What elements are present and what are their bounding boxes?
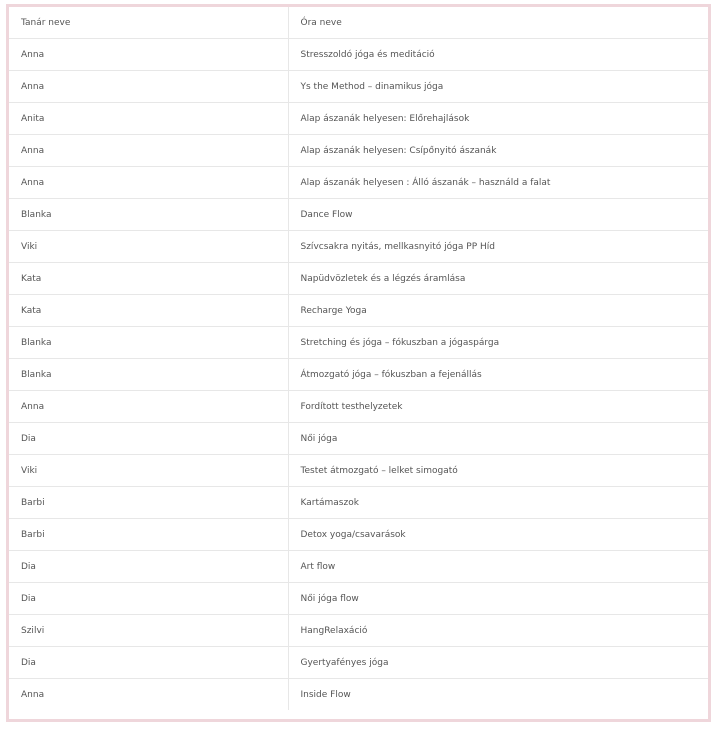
class-cell: Recharge Yoga (288, 295, 708, 327)
teacher-cell: Dia (9, 423, 288, 455)
table-row (9, 295, 708, 327)
table-row (9, 647, 708, 679)
table-row (9, 551, 708, 583)
table-row (9, 327, 708, 359)
table-row (9, 263, 708, 295)
table-row (9, 103, 708, 135)
class-cell: Alap ászanák helyesen : Álló ászanák – használd a falat (288, 167, 708, 199)
teacher-cell: Anna (9, 135, 288, 167)
class-cell: Napüdvözletek és a légzés áramlása (288, 263, 708, 295)
table-row (9, 39, 708, 71)
class-cell: Szívcsakra nyitás, mellkasnyitó jóga PP Híd (288, 231, 708, 263)
table-row (9, 679, 708, 711)
class-cell: Fordított testhelyzetek (288, 391, 708, 423)
header-teacher-name: Tanár neve (9, 7, 288, 39)
table-row (9, 583, 708, 615)
teacher-cell: Anna (9, 71, 288, 103)
class-cell: Inside Flow (300, 689, 351, 700)
schedule-table-frame (6, 4, 711, 722)
table-row (9, 71, 708, 103)
teacher-cell: Anita (9, 103, 288, 135)
schedule-table (9, 7, 708, 710)
table-row (9, 199, 708, 231)
table-row (9, 231, 708, 263)
table-header (9, 7, 708, 39)
table-row (9, 487, 708, 519)
table-row (9, 615, 708, 647)
class-cell: Detox yoga/csavarások (288, 519, 708, 551)
class-cell: Alap ászanák helyesen: Csípőnyitó ászanák (288, 135, 708, 167)
class-cell: Alap ászanák helyesen: Előrehajlások (288, 103, 708, 135)
table-row (9, 423, 708, 455)
teacher-cell: Barbi (9, 487, 288, 519)
teacher-cell: Blanka (9, 359, 288, 391)
class-cell: Átmozgató jóga – fókuszban a fejenállás (288, 359, 708, 391)
teacher-cell: Szilvi (9, 615, 288, 647)
class-cell: Stretching és jóga – fókuszban a jógaspárga (288, 327, 708, 359)
teacher-cell: Dia (9, 647, 288, 679)
teacher-cell: Viki (9, 455, 288, 487)
table-row (9, 135, 708, 167)
table-row (9, 167, 708, 199)
teacher-cell: Kata (9, 263, 288, 295)
teacher-cell: Anna (9, 167, 288, 199)
header-class-name: Óra neve (288, 7, 708, 39)
class-cell: Stresszoldó jóga és meditáció (288, 39, 708, 71)
class-cell: Ys the Method – dinamikus jóga (288, 71, 708, 103)
header-row (9, 7, 708, 39)
teacher-cell: Kata (9, 295, 288, 327)
class-cell: Dance Flow (288, 199, 708, 231)
table-row (9, 455, 708, 487)
class-cell: Testet átmozgató – lelket simogató (288, 455, 708, 487)
class-cell: Női jóga flow (288, 583, 708, 615)
teacher-cell: Barbi (9, 519, 288, 551)
class-cell: Art flow (288, 551, 708, 583)
class-cell: Kartámaszok (288, 487, 708, 519)
teacher-cell: Dia (9, 551, 288, 583)
teacher-cell: Anna (9, 679, 288, 711)
class-cell: Női jóga (288, 423, 708, 455)
table-body (9, 39, 708, 711)
teacher-cell: Viki (9, 231, 288, 263)
class-cell: HangRelaxáció (288, 615, 708, 647)
teacher-cell: Blanka (9, 327, 288, 359)
class-cell: Gyertyafényes jóga (288, 647, 708, 679)
table-row (9, 391, 708, 423)
teacher-cell: Anna (9, 391, 288, 423)
table-row (9, 519, 708, 551)
teacher-cell: Blanka (9, 199, 288, 231)
teacher-cell: Dia (9, 583, 288, 615)
table-row (9, 359, 708, 391)
teacher-cell: Anna (9, 39, 288, 71)
